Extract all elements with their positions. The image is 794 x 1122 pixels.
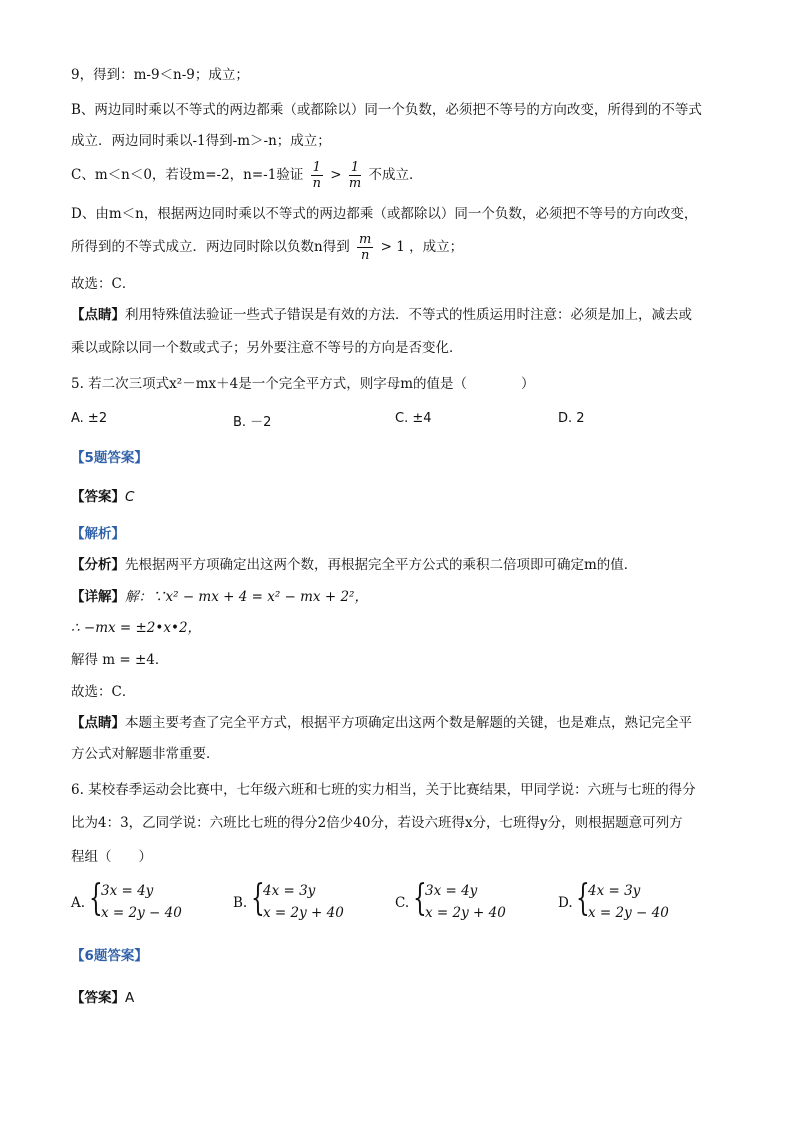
text-line: [71, 232, 463, 263]
label: 【点睛】: [71, 307, 125, 323]
detail-line: [71, 588, 368, 606]
text-part: 本题主要考查了完全平方式，根据平方项确定出这两个数是解题的关键，也是难点，熟记完全平: [125, 715, 692, 731]
fraction: $\frac{1}{m}$: [348, 160, 362, 191]
option-a: A. ±2: [71, 411, 108, 426]
text-part: 利用特殊值法验证一些式子错误是有效的方法．不等式的性质运用时注意：必须是加上，减去或: [125, 307, 692, 323]
answer-header-6: 【6题答案】: [71, 948, 148, 964]
answer-value: A: [125, 990, 135, 1006]
option-d: D. 2: [558, 411, 585, 426]
question-5: 5. 若二次三项式x²－mx＋4是一个完全平方式，则字母m的值是（ ）: [71, 376, 535, 392]
option-b: B. －2: [233, 415, 272, 430]
step-line: 解得 m = ±4．: [71, 652, 169, 668]
text-line: 故选：C．: [71, 276, 136, 292]
answer-header-5: 【5题答案】: [71, 450, 148, 466]
greater-than-one: > 1: [380, 239, 405, 255]
step-line: ∴ −mx = ±2•x•2，: [71, 620, 202, 636]
text-line: D、由m＜n，根据两边同时乘以不等式的两边都乘（或都除以）同一个负数，必须把不等号的方向改变，: [71, 206, 698, 222]
answer-value: C: [125, 489, 135, 505]
text-part: 不成立．: [368, 167, 423, 183]
step-line: 故选：C．: [71, 684, 136, 700]
text-line: B、两边同时乘以不等式的两边都乘（或都除以）同一个负数，必须把不等号的方向改变，所得到的不等式: [71, 102, 702, 118]
label: 【点睛】: [71, 715, 125, 731]
label: 【答案】: [71, 489, 125, 505]
answer-line: [71, 989, 134, 1007]
text-part: 解：∵x² − mx + 4 = x² − mx + 2²，: [125, 589, 368, 605]
text-part: C、m＜n＜0，若设m=-2，n=-1验证: [71, 167, 304, 183]
text-line: 乘以或除以同一个数或式子；另外要注意不等号的方向是否变化．: [71, 340, 463, 356]
text-line: 成立．两边同时乘以-1得到-m＞-n；成立；: [71, 133, 331, 149]
fraction: $\frac{1}{n}$: [312, 160, 321, 191]
option-c: C. ±4: [395, 411, 432, 426]
answer-line: [71, 488, 134, 506]
label: 【分析】: [71, 557, 125, 573]
text-line: 方公式对解题非常重要．: [71, 746, 220, 762]
text-line: [71, 306, 692, 324]
greater-sign: >: [330, 167, 342, 183]
fraction: $\frac{m}{n}$: [359, 232, 372, 263]
text-line: [71, 160, 422, 191]
question-6: 程组（ ）: [71, 849, 152, 865]
label: 【详解】: [71, 589, 125, 605]
question-6: 6. 某校春季运动会比赛中，七年级六班和七班的实力相当，关于比赛结果，甲同学说：六班与七班的得分: [71, 782, 696, 798]
text-line: [71, 714, 692, 732]
text-part: ，成立；: [409, 239, 464, 255]
text-part: 所得到的不等式成立．两边同时除以负数n得到: [71, 239, 350, 255]
analysis-header: 【解析】: [71, 526, 125, 542]
text-part: 先根据两平方项确定出这两个数，再根据完全平方公式的乘积二倍项即可确定m的值．: [125, 557, 638, 573]
label: 【答案】: [71, 990, 125, 1006]
analysis-line: [71, 556, 637, 574]
text-line: 9，得到：m-9＜n-9；成立；: [71, 67, 249, 83]
question-6: 比为4：3，乙同学说：六班比七班的得分2倍少40分，若设六班得x分，七班得y分，则根据题意可列方: [71, 815, 683, 831]
